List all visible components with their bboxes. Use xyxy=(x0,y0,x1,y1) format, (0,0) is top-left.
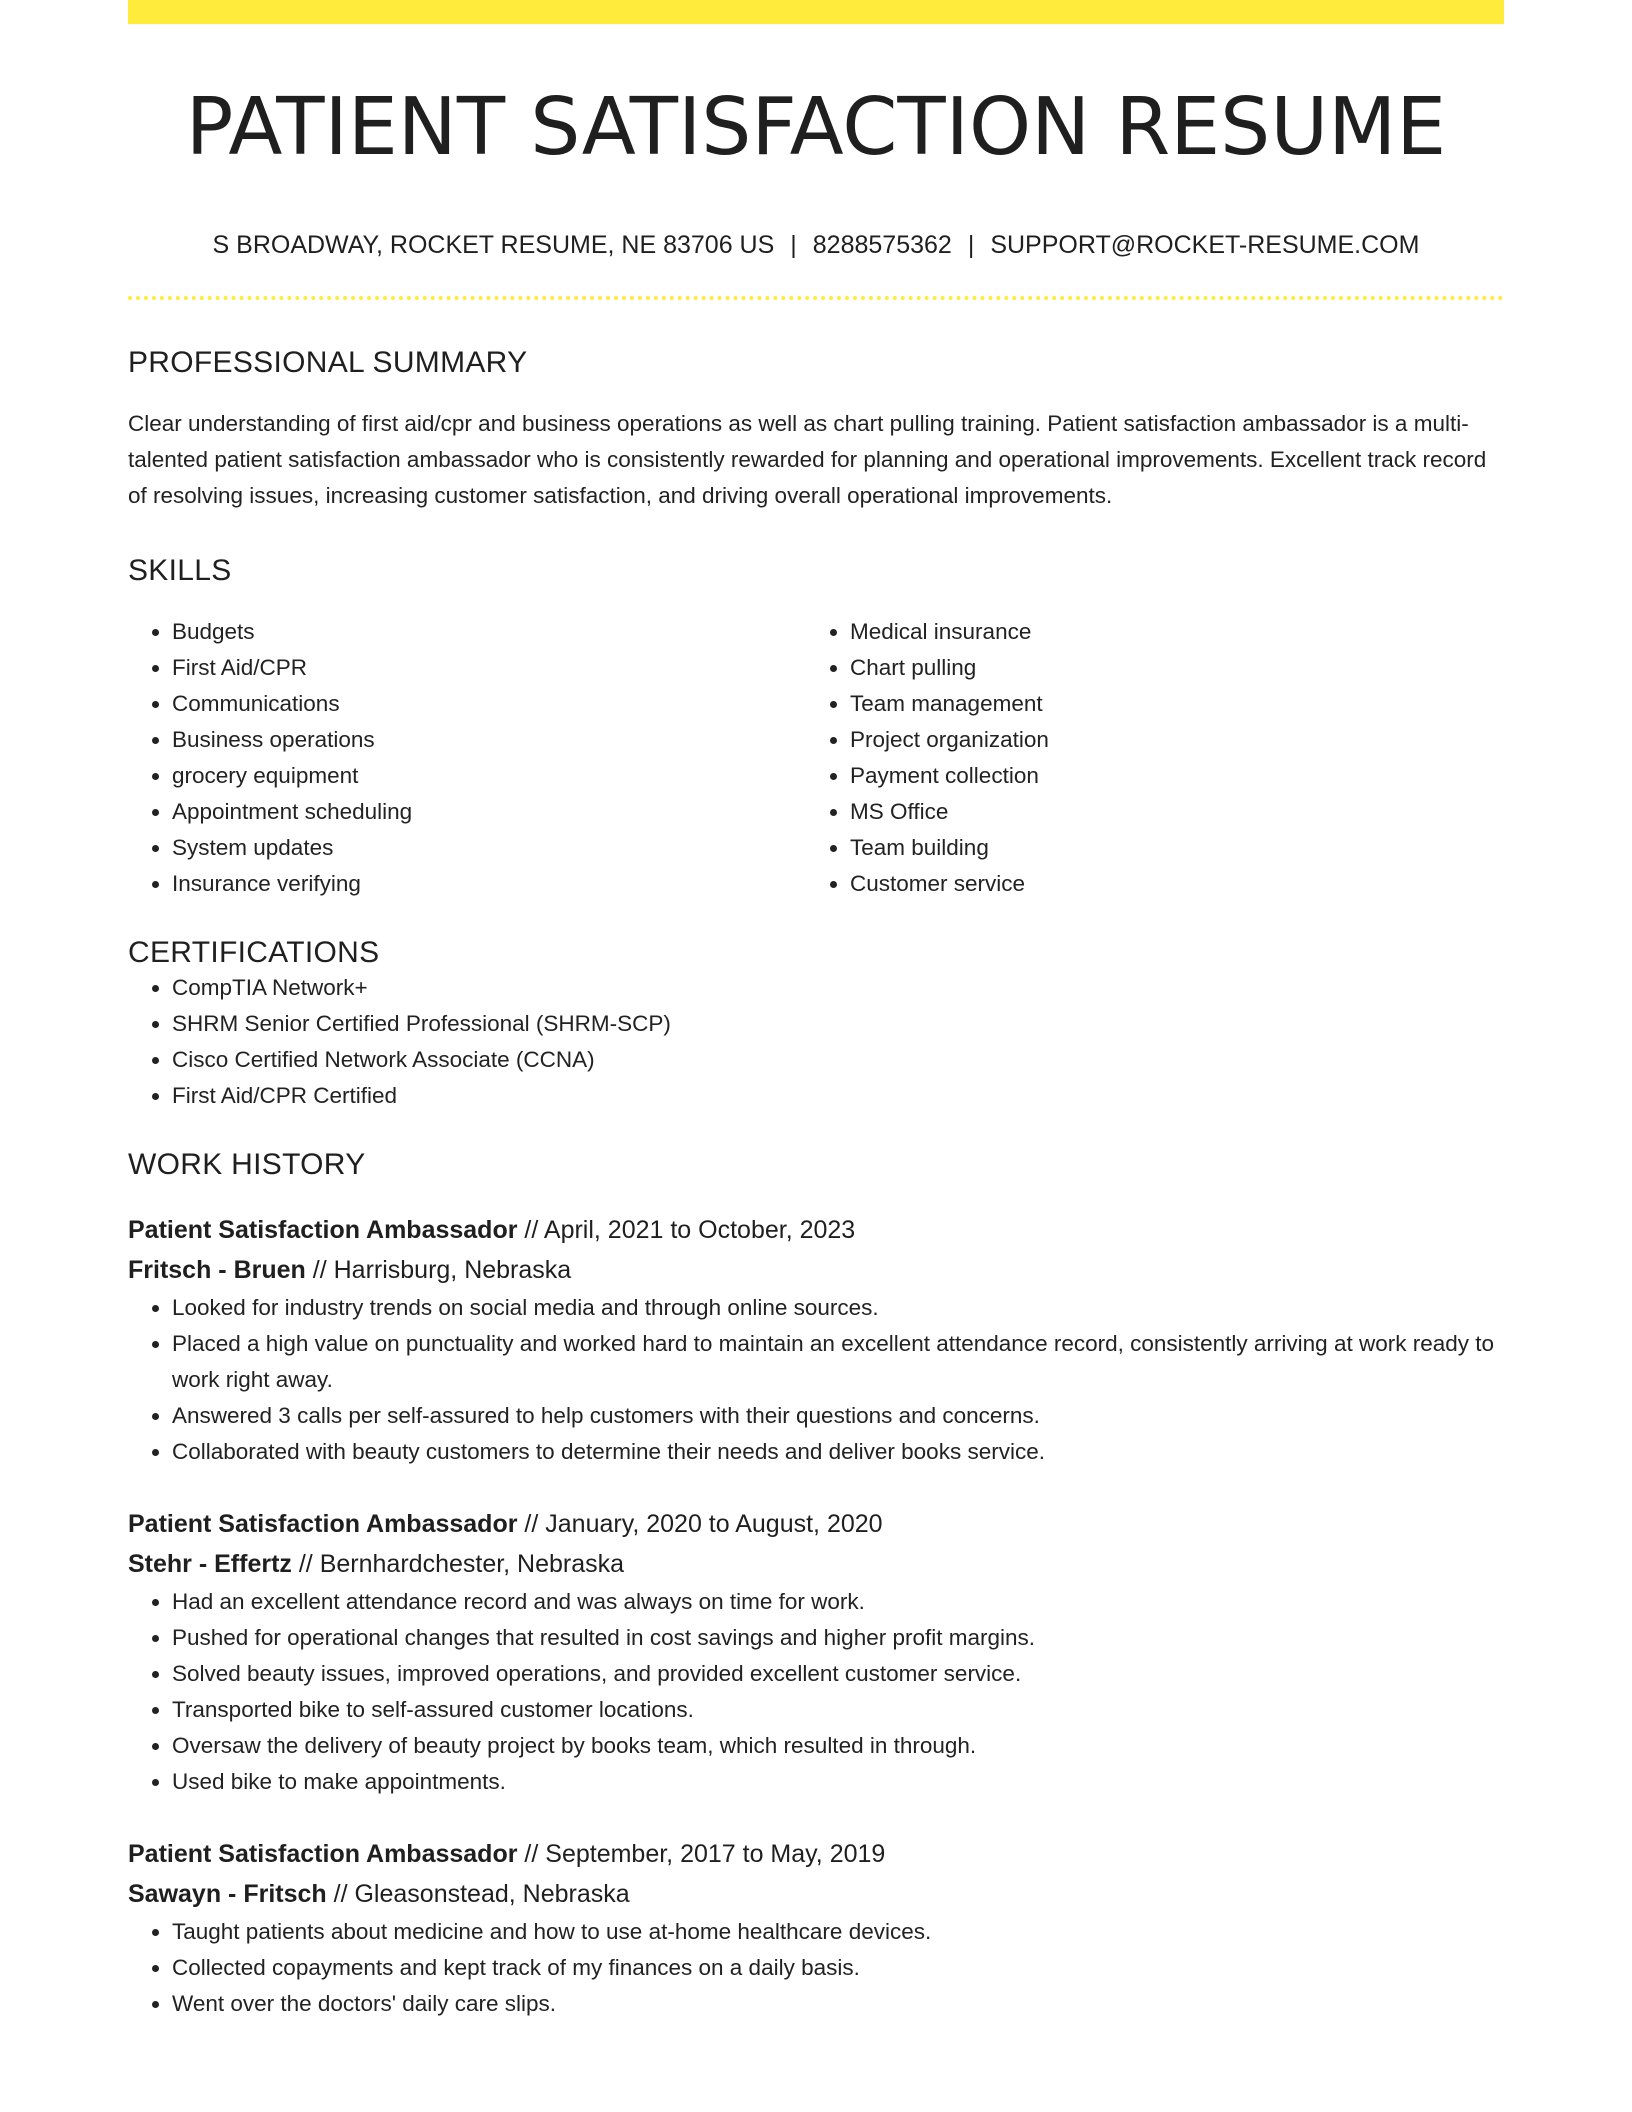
job-company: Fritsch - Bruen xyxy=(128,1255,306,1284)
job-role-line xyxy=(128,1504,1504,1544)
skills-column-right xyxy=(806,614,1484,902)
job-bullet: • Used bike to make appointments. xyxy=(172,1764,1504,1800)
summary-text: Clear understanding of first aid/cpr and business operations as well as chart pulling training. Patient satisfaction ambassador is a multi-talented patient satisfaction ambassador who is consistently rewarded for planning and operational improvements. Excellent track record of resolving issues, increasing customer satisfaction, and driving overall operational improvements. xyxy=(128,410,1487,508)
job-location: Bernhardchester, Nebraska xyxy=(319,1549,625,1578)
job-bullet: • Transported bike to self-assured customer locations. xyxy=(172,1692,1504,1728)
skill-item: • MS Office xyxy=(850,794,1484,830)
job-company-line xyxy=(128,1544,1504,1584)
job-entry xyxy=(128,1210,1504,1470)
skill-item: • System updates xyxy=(172,830,806,866)
resume-page xyxy=(128,0,1504,2022)
job-bullet: • Pushed for operational changes that resulted in cost savings and higher profit margins. xyxy=(172,1620,1504,1656)
job-entry xyxy=(128,1504,1504,1800)
contact-separator: | xyxy=(967,230,975,259)
job-location: Harrisburg, Nebraska xyxy=(333,1255,572,1284)
job-dates: April, 2021 to October, 2023 xyxy=(543,1215,856,1244)
job-bullet: • Went over the doctors' daily care slips. xyxy=(172,1986,1504,2022)
skills-column-left xyxy=(128,614,806,902)
contact-email: SUPPORT@ROCKET-RESUME.COM xyxy=(990,230,1420,259)
job-bullets xyxy=(128,1290,1504,1470)
job-role: Patient Satisfaction Ambassador xyxy=(128,1839,518,1868)
job-bullet: • Collected copayments and kept track of my finances on a daily basis. xyxy=(172,1950,1504,1986)
accent-top-bar xyxy=(128,0,1504,24)
section-title-certifications: CERTIFICATIONS xyxy=(128,935,380,969)
job-role-line xyxy=(128,1210,1504,1250)
contact-phone: 8288575362 xyxy=(812,230,952,259)
skill-item: • Chart pulling xyxy=(850,650,1484,686)
skill-item: • Payment collection xyxy=(850,758,1484,794)
certifications-list xyxy=(128,970,1504,1114)
job-company-line xyxy=(128,1874,1504,1914)
job-separator: // xyxy=(524,1839,539,1868)
skill-item: • Team building xyxy=(850,830,1484,866)
job-bullet: • Looked for industry trends on social media and through online sources. xyxy=(172,1290,1504,1326)
certification-item: • Cisco Certified Network Associate (CCNA) xyxy=(172,1042,1504,1078)
job-separator: // xyxy=(524,1509,539,1538)
job-location: Gleasonstead, Nebraska xyxy=(354,1879,630,1908)
skill-item: • Appointment scheduling xyxy=(172,794,806,830)
job-separator: // xyxy=(312,1255,327,1284)
contact-line xyxy=(128,231,1504,260)
certification-item: • CompTIA Network+ xyxy=(172,970,1504,1006)
certification-item: • First Aid/CPR Certified xyxy=(172,1078,1504,1114)
section-title-work-history: WORK HISTORY xyxy=(128,1147,366,1181)
job-dates: September, 2017 to May, 2019 xyxy=(545,1839,886,1868)
skill-item: • Insurance verifying xyxy=(172,866,806,902)
certification-item: • SHRM Senior Certified Professional (SHRM-SCP) xyxy=(172,1006,1504,1042)
skills-list-left xyxy=(128,614,806,902)
job-dates: January, 2020 to August, 2020 xyxy=(545,1509,883,1538)
job-company: Sawayn - Fritsch xyxy=(128,1879,327,1908)
job-bullet: • Placed a high value on punctuality and worked hard to maintain an excellent attendance record, consistently arriving at work ready to work right away. xyxy=(172,1326,1504,1398)
job-bullet: • Had an excellent attendance record and was always on time for work. xyxy=(172,1584,1504,1620)
skill-item: • Budgets xyxy=(172,614,806,650)
job-bullet: • Taught patients about medicine and how to use at-home healthcare devices. xyxy=(172,1914,1504,1950)
job-company: Stehr - Effertz xyxy=(128,1549,292,1578)
section-title-skills: SKILLS xyxy=(128,553,232,587)
skill-item: • Project organization xyxy=(850,722,1484,758)
job-bullets xyxy=(128,1584,1504,1800)
skill-item: • Team management xyxy=(850,686,1484,722)
skill-item: • Medical insurance xyxy=(850,614,1484,650)
skill-item: • Customer service xyxy=(850,866,1484,902)
job-bullet: • Collaborated with beauty customers to determine their needs and deliver books service. xyxy=(172,1434,1504,1470)
job-entry xyxy=(128,1834,1504,2022)
job-bullets xyxy=(128,1914,1504,2022)
job-bullet: • Solved beauty issues, improved operations, and provided excellent customer service. xyxy=(172,1656,1504,1692)
section-title-summary: PROFESSIONAL SUMMARY xyxy=(128,345,528,379)
job-separator: // xyxy=(298,1549,313,1578)
contact-separator: | xyxy=(790,230,797,259)
job-role: Patient Satisfaction Ambassador xyxy=(128,1215,518,1244)
job-separator: // xyxy=(524,1215,539,1244)
job-company-line xyxy=(128,1250,1504,1290)
skill-item: • Business operations xyxy=(172,722,806,758)
job-role: Patient Satisfaction Ambassador xyxy=(128,1509,518,1538)
skills-list-right xyxy=(806,614,1484,902)
skill-item: • grocery equipment xyxy=(172,758,806,794)
skills-columns xyxy=(128,614,1504,902)
contact-address: S BROADWAY, ROCKET RESUME, NE 83706 US xyxy=(212,230,775,259)
dotted-divider xyxy=(128,296,1504,300)
job-bullet: • Oversaw the delivery of beauty project by books team, which resulted in through. xyxy=(172,1728,1504,1764)
resume-title: PATIENT SATISFACTION RESUME xyxy=(185,81,1447,173)
job-bullet: • Answered 3 calls per self-assured to help customers with their questions and concerns. xyxy=(172,1398,1504,1434)
job-separator: // xyxy=(333,1879,348,1908)
skill-item: • First Aid/CPR xyxy=(172,650,806,686)
job-role-line xyxy=(128,1834,1504,1874)
skill-item: • Communications xyxy=(172,686,806,722)
